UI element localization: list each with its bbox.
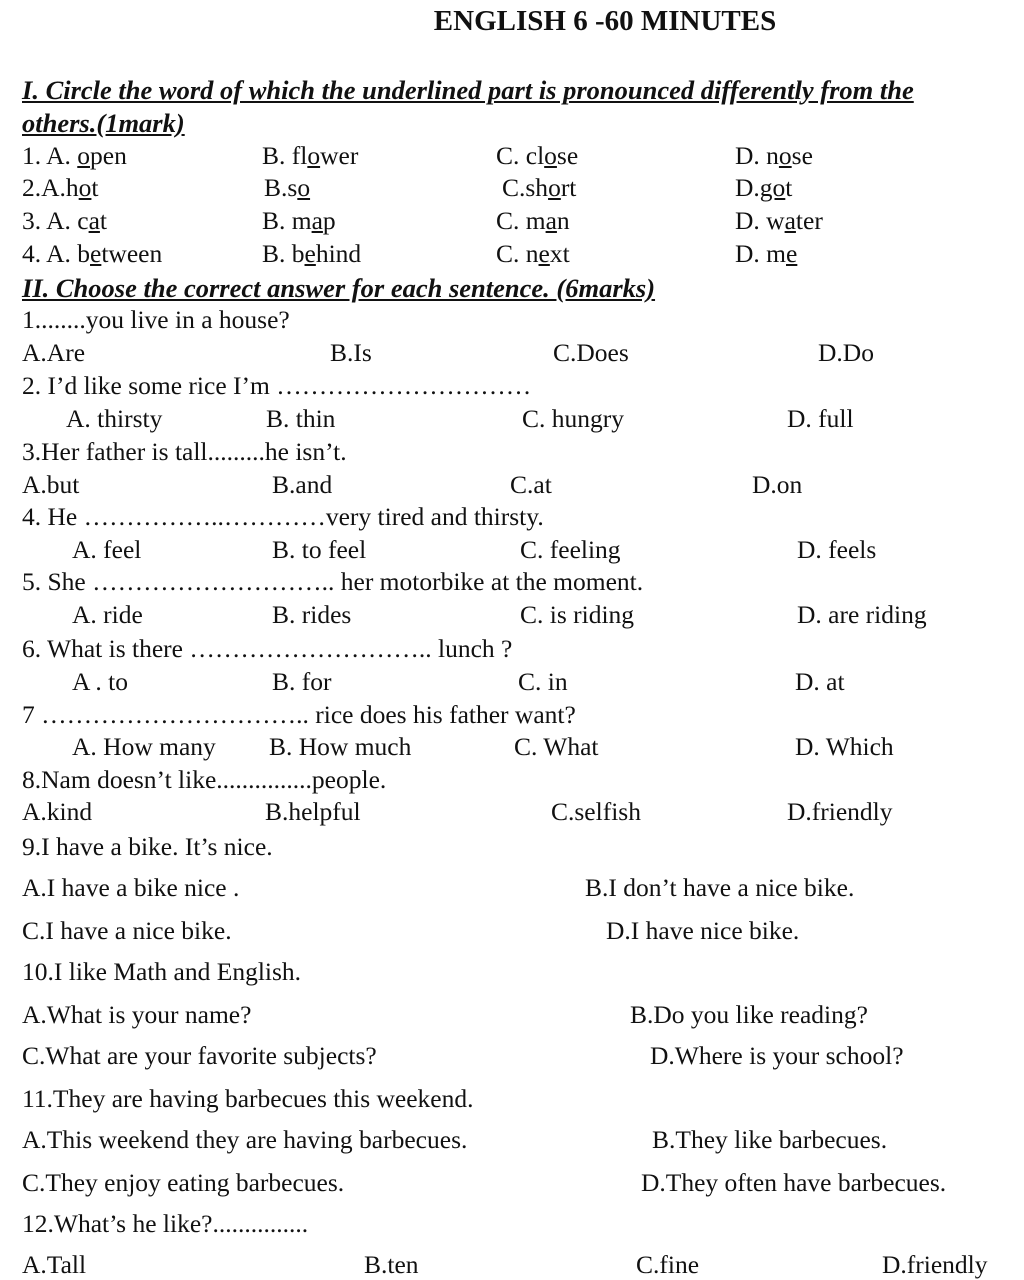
option-d: D.Where is your school? bbox=[650, 1041, 904, 1070]
pron-option-a: 3. A. cat bbox=[22, 206, 108, 235]
pron-option-c: C. close bbox=[496, 141, 579, 170]
pron-option-a: 4. A. between bbox=[22, 239, 163, 268]
question-stem: 12.What’s he like?............... bbox=[22, 1209, 309, 1238]
option-d: D. are riding bbox=[797, 600, 927, 629]
option-a: A.What is your name? bbox=[22, 1000, 252, 1029]
option-d: D.on bbox=[752, 470, 803, 499]
pron-option-b: B. map bbox=[262, 206, 336, 235]
pron-option-b: B.so bbox=[264, 173, 311, 202]
option-d: D. full bbox=[787, 404, 854, 433]
option-a: A . to bbox=[72, 667, 128, 696]
question-stem: 10.I like Math and English. bbox=[22, 957, 302, 986]
option-c: C.selfish bbox=[551, 797, 641, 826]
option-d: D.They often have barbecues. bbox=[641, 1168, 947, 1197]
option-c: C.I have a nice bike. bbox=[22, 916, 232, 945]
pron-option-c: C.short bbox=[502, 173, 577, 202]
pron-option-a: 2.A.hot bbox=[22, 173, 99, 202]
option-d: D.friendly bbox=[787, 797, 893, 826]
option-a: A.I have a bike nice . bbox=[22, 873, 240, 902]
option-b: B.and bbox=[272, 470, 333, 499]
option-c: C. is riding bbox=[520, 600, 635, 629]
pron-option-b: B. flower bbox=[262, 141, 359, 170]
pron-option-b: B. behind bbox=[262, 239, 362, 268]
pron-option-d: D. water bbox=[735, 206, 823, 235]
pron-option-a: 1. A. open bbox=[22, 141, 127, 170]
option-a: A. thirsty bbox=[66, 404, 163, 433]
option-b: B.Do you like reading? bbox=[630, 1000, 868, 1029]
question-stem: 3.Her father is tall.........he isn’t. bbox=[22, 437, 347, 466]
option-a: A.This weekend they are having barbecues. bbox=[22, 1125, 468, 1154]
option-a: A.kind bbox=[22, 797, 93, 826]
pron-option-d: D.got bbox=[735, 173, 793, 202]
option-b: B.ten bbox=[364, 1250, 419, 1279]
option-d: D. Which bbox=[795, 732, 894, 761]
option-d: D.Do bbox=[818, 338, 874, 367]
question-stem: 6. What is there ……………………….. lunch ? bbox=[22, 634, 513, 663]
option-b: B. thin bbox=[266, 404, 336, 433]
option-c: C.What are your favorite subjects? bbox=[22, 1041, 377, 1070]
option-c: C.Does bbox=[553, 338, 629, 367]
option-a: A.Are bbox=[22, 338, 86, 367]
option-c: C. hungry bbox=[522, 404, 624, 433]
option-d: D. at bbox=[795, 667, 845, 696]
question-stem: 4. He ……………..…………very tired and thirsty. bbox=[22, 502, 544, 531]
pron-option-d: D. nose bbox=[735, 141, 813, 170]
option-c: C. in bbox=[518, 667, 568, 696]
question-stem: 9.I have a bike. It’s nice. bbox=[22, 832, 273, 861]
option-d: D.friendly bbox=[882, 1250, 988, 1279]
option-a: A. How many bbox=[72, 732, 216, 761]
pron-option-d: D. me bbox=[735, 239, 798, 268]
question-stem: 11.They are having barbecues this weekend. bbox=[22, 1084, 474, 1113]
question-stem: 7 ………………………….. rice does his father want? bbox=[22, 700, 576, 729]
option-b: B. for bbox=[272, 667, 332, 696]
option-a: A. ride bbox=[72, 600, 143, 629]
option-a: A.Tall bbox=[22, 1250, 87, 1279]
option-d: D.I have nice bike. bbox=[606, 916, 800, 945]
option-b: B.Is bbox=[330, 338, 372, 367]
question-stem: 5. She ……………………….. her motorbike at the moment. bbox=[22, 567, 644, 596]
option-b: B.They like barbecues. bbox=[652, 1125, 888, 1154]
option-d: D. feels bbox=[797, 535, 877, 564]
option-c: C.They enjoy eating barbecues. bbox=[22, 1168, 345, 1197]
pron-option-c: C. man bbox=[496, 206, 570, 235]
option-a: A. feel bbox=[72, 535, 142, 564]
section-1-heading-line-1: I. Circle the word of which the underlined part is pronounced differently from the bbox=[22, 75, 914, 105]
question-stem: 2. I’d like some rice I’m ………………………… bbox=[22, 371, 532, 400]
option-c: C. feeling bbox=[520, 535, 621, 564]
option-b: B. to feel bbox=[272, 535, 367, 564]
option-c: C.at bbox=[510, 470, 552, 499]
question-stem: 8.Nam doesn’t like...............people. bbox=[22, 765, 387, 794]
option-a: A.but bbox=[22, 470, 80, 499]
question-stem: 1........you live in a house? bbox=[22, 305, 290, 334]
section-1-heading-line-2: others.(1mark) bbox=[22, 108, 185, 138]
option-c: C.fine bbox=[636, 1250, 700, 1279]
section-2-heading: II. Choose the correct answer for each sentence. (6marks) bbox=[22, 273, 656, 303]
option-b: B. rides bbox=[272, 600, 352, 629]
option-b: B.I don’t have a nice bike. bbox=[585, 873, 855, 902]
pron-option-c: C. next bbox=[496, 239, 570, 268]
option-b: B. How much bbox=[269, 732, 412, 761]
option-c: C. What bbox=[514, 732, 599, 761]
option-b: B.helpful bbox=[265, 797, 361, 826]
page-title: ENGLISH 6 -60 MINUTES bbox=[433, 5, 777, 37]
